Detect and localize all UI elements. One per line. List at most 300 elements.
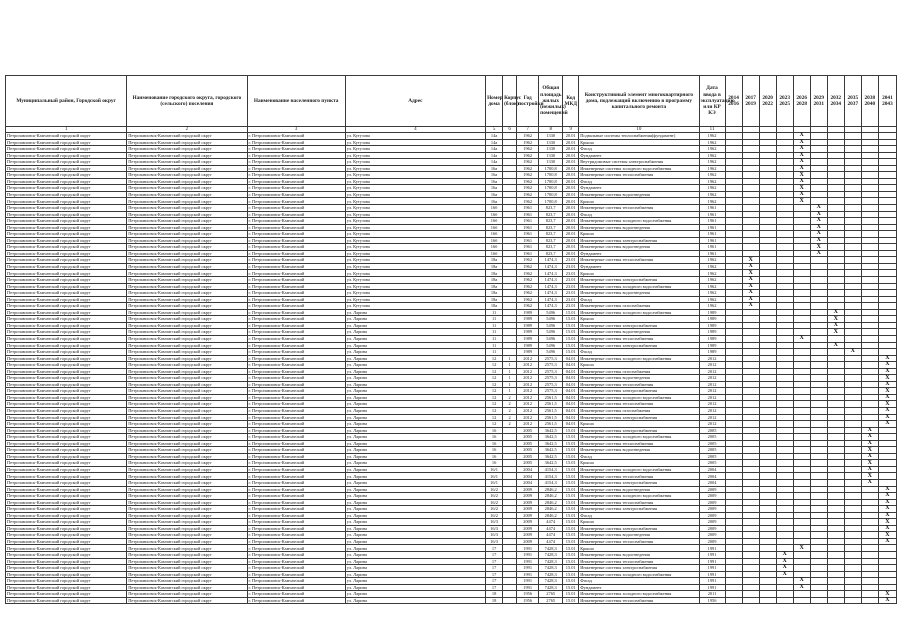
table-cell: 23.01 <box>563 303 579 310</box>
table-cell: 1962 <box>517 290 539 297</box>
table-cell: Петропавловск-Камчатский городской округ <box>127 421 247 428</box>
table-cell: Инженерные системы газоснабжения <box>579 368 699 375</box>
table-cell: 15.01 <box>563 565 579 572</box>
table-cell: 4154,3 <box>539 473 563 480</box>
period-mark-cell: X <box>742 270 759 277</box>
table-cell: 18 <box>486 597 503 604</box>
table-cell: Петропавловск-Камчатский городской округ <box>127 159 247 166</box>
period-mark-cell: X <box>742 257 759 264</box>
period-mark-cell: X <box>861 466 878 473</box>
table-cell: 1962 <box>517 270 539 277</box>
table-cell: 3642,5 <box>539 453 563 460</box>
table-cell: 4474 <box>539 525 563 532</box>
table-cell: 5496 <box>539 309 563 316</box>
table-cell: 18а <box>486 263 503 270</box>
table-cell: Петропавловск-Камчатский городской округ <box>6 303 127 310</box>
table-row <box>6 597 897 604</box>
column-header: Код МКД <box>563 76 579 127</box>
table-cell: 15.01 <box>563 552 579 559</box>
table-cell: г. Петропавловск-Камчатский <box>247 362 345 369</box>
table-cell: г. Петропавловск-Камчатский <box>247 231 345 238</box>
table-cell: Инженерные системы холодного водоснабжения <box>579 283 699 290</box>
table-cell: г. Петропавловск-Камчатский <box>247 532 345 539</box>
table-cell: Петропавловск-Камчатский городской округ <box>127 565 247 572</box>
period-mark-cell: X <box>878 519 896 526</box>
table-cell: Петропавловск-Камчатский городской округ <box>6 211 127 218</box>
period-mark-cell: X <box>793 133 810 140</box>
table-cell: Петропавловск-Камчатский городской округ <box>127 191 247 198</box>
table-cell: ул. Кутузова <box>345 146 485 153</box>
table-cell: Петропавловск-Камчатский городской округ <box>127 309 247 316</box>
table-cell: 15.01 <box>563 342 579 349</box>
period-mark-cell: X <box>793 584 810 591</box>
period-mark-cell: X <box>776 565 793 572</box>
table-cell: ул. Ларина <box>345 473 485 480</box>
table-cell: Петропавловск-Камчатский городской округ <box>6 244 127 251</box>
period-mark-cell: X <box>810 205 827 212</box>
table-cell: 15.01 <box>563 349 579 356</box>
table-cell: Петропавловск-Камчатский городской округ <box>127 460 247 467</box>
table-cell: 1962 <box>699 152 725 159</box>
table-cell: 15.01 <box>563 571 579 578</box>
table-cell: 11 <box>486 335 503 342</box>
table-cell: Инженерные системы водоотведения <box>579 486 699 493</box>
table-cell: 04.01 <box>563 414 579 421</box>
table-cell: г. Петропавловск-Камчатский <box>247 525 345 532</box>
table-cell: 2012 <box>699 414 725 421</box>
table-cell: Петропавловск-Камчатский городской округ <box>127 440 247 447</box>
table-cell: 2575,3 <box>539 355 563 362</box>
table-cell: 1962 <box>699 290 725 297</box>
table-cell: 2005 <box>699 447 725 454</box>
table-cell: 2009 <box>699 512 725 519</box>
table-cell: Петропавловск-Камчатский городской округ <box>6 578 127 585</box>
table-cell: 04.01 <box>563 368 579 375</box>
table-cell: 2005 <box>517 434 539 441</box>
table-cell: ул. Ларина <box>345 460 485 467</box>
table-cell: 12 <box>486 407 503 414</box>
table-cell: Петропавловск-Камчатский городской округ <box>127 335 247 342</box>
table-cell: 2 <box>503 407 517 414</box>
column-header: Муниципальный район, Городской округ <box>6 76 127 127</box>
table-cell: Фасад <box>579 178 699 185</box>
table-cell: 14а <box>486 159 503 166</box>
table-cell: Петропавловск-Камчатский городской округ <box>127 571 247 578</box>
table-cell: ул. Кутузова <box>345 211 485 218</box>
table-cell: 16/2 <box>486 499 503 506</box>
table-cell: Петропавловск-Камчатский городской округ <box>127 205 247 212</box>
column-header: 2014 2016 <box>725 76 742 127</box>
table-cell: 2765 <box>539 591 563 598</box>
table-cell: 1700,8 <box>539 198 563 205</box>
table-cell: Петропавловск-Камчатский городской округ <box>127 525 247 532</box>
table-cell: Петропавловск-Камчатский городской округ <box>127 486 247 493</box>
table-cell: Петропавловск-Камчатский городской округ <box>6 218 127 225</box>
table-cell: Инженерные системы водоотведения <box>579 329 699 336</box>
table-cell: 2012 <box>517 388 539 395</box>
table-cell: 1474,3 <box>539 257 563 264</box>
period-mark-cell <box>776 597 793 604</box>
table-cell: 7428,3 <box>539 571 563 578</box>
period-mark-cell: X <box>742 277 759 284</box>
table-cell: 2009 <box>699 525 725 532</box>
table-cell: 5496 <box>539 335 563 342</box>
table-cell: 12 <box>486 401 503 408</box>
table-cell: 7428,3 <box>539 545 563 552</box>
table-cell: 1 <box>503 355 517 362</box>
table-cell: 20.01 <box>563 172 579 179</box>
table-cell: г. Петропавловск-Камчатский <box>247 329 345 336</box>
table-cell: 1 <box>503 388 517 395</box>
table-cell: Крыша <box>579 421 699 428</box>
table-cell: ул. Ларина <box>345 394 485 401</box>
table-cell: 1962 <box>517 198 539 205</box>
table-cell: 5496 <box>539 322 563 329</box>
column-number: 6 <box>503 127 517 133</box>
period-mark-cell: X <box>861 473 878 480</box>
table-cell: 1962 <box>699 277 725 284</box>
table-cell: Петропавловск-Камчатский городской округ <box>6 139 127 146</box>
table-cell: г. Петропавловск-Камчатский <box>247 250 345 257</box>
table-cell: г. Петропавловск-Камчатский <box>247 224 345 231</box>
table-cell: 4154,3 <box>539 466 563 473</box>
period-mark-cell: X <box>793 152 810 159</box>
table-cell: 2561,5 <box>539 421 563 428</box>
table-cell: 20.01 <box>563 205 579 212</box>
table-cell: г. Петропавловск-Камчатский <box>247 198 345 205</box>
table-cell: 16 <box>486 447 503 454</box>
table-cell: ул. Ларина <box>345 316 485 323</box>
table-cell: 15.01 <box>563 532 579 539</box>
table-cell: Крыша <box>579 231 699 238</box>
table-cell: Петропавловск-Камчатский городской округ <box>6 322 127 329</box>
table-cell: 16б <box>486 224 503 231</box>
table-cell: 3642,5 <box>539 460 563 467</box>
table-cell: 1962 <box>517 191 539 198</box>
table-cell: 1989 <box>699 322 725 329</box>
table-cell: Петропавловск-Камчатский городской округ <box>6 532 127 539</box>
table-cell: 12 <box>486 362 503 369</box>
table-cell: Фасад <box>579 453 699 460</box>
table-cell: 3642,5 <box>539 440 563 447</box>
period-mark-cell <box>844 597 861 604</box>
table-cell: 2561,5 <box>539 414 563 421</box>
table-cell: 1989 <box>517 335 539 342</box>
table-cell: г. Петропавловск-Камчатский <box>247 218 345 225</box>
table-cell: Крыша <box>579 316 699 323</box>
table-cell: 04.01 <box>563 394 579 401</box>
table-cell: г. Петропавловск-Камчатский <box>247 584 345 591</box>
column-number: 2 <box>127 127 247 133</box>
table-cell: 14а <box>486 133 503 140</box>
table-cell: Петропавловск-Камчатский городской округ <box>127 447 247 454</box>
table-cell: 1962 <box>699 172 725 179</box>
period-mark-cell: X <box>810 237 827 244</box>
table-cell: 16а <box>486 178 503 185</box>
table-cell: Петропавловск-Камчатский городской округ <box>127 578 247 585</box>
period-mark-cell: X <box>878 375 896 382</box>
table-cell: 17 <box>486 565 503 572</box>
table-cell: 1962 <box>517 185 539 192</box>
table-cell: 1962 <box>517 257 539 264</box>
table-cell: г. Петропавловск-Камчатский <box>247 506 345 513</box>
table-cell: ул. Ларина <box>345 558 485 565</box>
table-cell: Петропавловск-Камчатский городской округ <box>6 591 127 598</box>
table-cell: 12 <box>486 368 503 375</box>
table-cell: 16/1 <box>486 466 503 473</box>
period-mark-cell: X <box>878 532 896 539</box>
table-cell: г. Петропавловск-Камчатский <box>247 519 345 526</box>
table-cell: 16/3 <box>486 519 503 526</box>
table-cell: 1989 <box>699 342 725 349</box>
table-cell: ул. Ларина <box>345 427 485 434</box>
table-cell: 5496 <box>539 342 563 349</box>
table-cell: Петропавловск-Камчатский городской округ <box>127 237 247 244</box>
column-header: 2029 2031 <box>810 76 827 127</box>
table-cell: г. Петропавловск-Камчатский <box>247 349 345 356</box>
table-cell: Петропавловск-Камчатский городской округ <box>127 499 247 506</box>
table-cell: ул. Ларина <box>345 440 485 447</box>
table-cell: 823,7 <box>539 211 563 218</box>
table-cell: 23.01 <box>563 263 579 270</box>
table-cell: 1989 <box>517 329 539 336</box>
table-cell: Петропавловск-Камчатский городской округ <box>6 355 127 362</box>
table-cell: Фасад <box>579 578 699 585</box>
table-cell: Крыша <box>579 545 699 552</box>
column-header: Корпус (блок) <box>503 76 517 127</box>
table-cell: 15.01 <box>563 473 579 480</box>
table-cell: 2009 <box>699 493 725 500</box>
period-mark-cell: X <box>861 434 878 441</box>
table-cell: Фундамент <box>579 584 699 591</box>
table-cell: Петропавловск-Камчатский городской округ <box>127 152 247 159</box>
table-cell: 7428,3 <box>539 552 563 559</box>
table-cell: ул. Ларина <box>345 532 485 539</box>
table-cell: ул. Кутузова <box>345 139 485 146</box>
table-cell: 1961 <box>517 244 539 251</box>
table-cell: 1330 <box>539 152 563 159</box>
table-cell: Фундамент <box>579 185 699 192</box>
table-cell: 20.01 <box>563 133 579 140</box>
table-cell: г. Петропавловск-Камчатский <box>247 493 345 500</box>
table-cell: г. Петропавловск-Камчатский <box>247 237 345 244</box>
table-cell: 1962 <box>517 303 539 310</box>
table-cell: ул. Ларина <box>345 368 485 375</box>
table-cell: 14а <box>486 146 503 153</box>
program-table <box>5 75 897 604</box>
table-cell: Инженерные системы теплоснабжения <box>579 172 699 179</box>
table-cell: 2009 <box>517 519 539 526</box>
period-mark-cell: X <box>861 427 878 434</box>
table-cell: 2009 <box>517 532 539 539</box>
table-cell: 2012 <box>517 362 539 369</box>
table-cell: 11 <box>486 316 503 323</box>
table-cell: 1 <box>503 368 517 375</box>
table-cell: ул. Ларина <box>345 381 485 388</box>
table-cell: 15.01 <box>563 591 579 598</box>
table-cell: ул. Ларина <box>345 407 485 414</box>
table-cell: 15.01 <box>563 479 579 486</box>
period-mark-cell: X <box>742 296 759 303</box>
table-cell: 20.01 <box>563 146 579 153</box>
period-mark-cell: X <box>793 198 810 205</box>
table-cell: г. Петропавловск-Камчатский <box>247 499 345 506</box>
table-cell: ул. Ларина <box>345 591 485 598</box>
table-cell: 18а <box>486 257 503 264</box>
table-cell: 1962 <box>699 198 725 205</box>
table-cell: 16/2 <box>486 493 503 500</box>
table-cell: ул. Ларина <box>345 362 485 369</box>
table-cell: ул. Кутузова <box>345 198 485 205</box>
table-cell: 1956 <box>699 597 725 604</box>
table-cell: 18а <box>486 303 503 310</box>
table-cell: Петропавловск-Камчатский городской округ <box>6 329 127 336</box>
table-cell: Петропавловск-Камчатский городской округ <box>127 355 247 362</box>
table-cell: 2575,3 <box>539 368 563 375</box>
period-mark-cell: X <box>793 146 810 153</box>
table-cell: Инженерные системы водоотведения <box>579 224 699 231</box>
table-cell: Петропавловск-Камчатский городской округ <box>6 309 127 316</box>
table-cell: 04.01 <box>563 421 579 428</box>
table-cell: Петропавловск-Камчатский городской округ <box>6 205 127 212</box>
table-cell: Петропавловск-Камчатский городской округ <box>6 565 127 572</box>
table-cell: г. Петропавловск-Камчатский <box>247 172 345 179</box>
table-cell: 20.01 <box>563 185 579 192</box>
table-cell: 823,7 <box>539 250 563 257</box>
table-cell: 1474,3 <box>539 290 563 297</box>
table-cell: 1991 <box>517 571 539 578</box>
table-cell: Петропавловск-Камчатский городской округ <box>6 512 127 519</box>
table-cell: 1 <box>503 381 517 388</box>
table-cell: ул. Ларина <box>345 349 485 356</box>
table-cell: 15.01 <box>563 440 579 447</box>
table-cell: 1961 <box>517 211 539 218</box>
table-cell: Петропавловск-Камчатский городской округ <box>6 453 127 460</box>
table-cell: 16/2 <box>486 512 503 519</box>
table-cell: Петропавловск-Камчатский городской округ <box>6 421 127 428</box>
table-cell: ул. Кутузова <box>345 270 485 277</box>
period-mark-cell: X <box>810 250 827 257</box>
table-cell: 2012 <box>517 407 539 414</box>
table-cell: Петропавловск-Камчатский городской округ <box>127 139 247 146</box>
table-cell: Петропавловск-Камчатский городской округ <box>127 434 247 441</box>
table-cell: ул. Ларина <box>345 571 485 578</box>
table-cell: 2575,3 <box>539 375 563 382</box>
table-cell: Петропавловск-Камчатский городской округ <box>127 270 247 277</box>
column-number: 7 <box>517 127 539 133</box>
table-cell: ул. Кутузова <box>345 185 485 192</box>
table-cell: 1991 <box>699 545 725 552</box>
table-cell: 2012 <box>699 368 725 375</box>
table-cell: 20.01 <box>563 250 579 257</box>
table-cell: 11 <box>486 342 503 349</box>
table-cell: 1700,8 <box>539 185 563 192</box>
table-cell: 20.01 <box>563 244 579 251</box>
table-cell: ул. Ларина <box>345 401 485 408</box>
column-header: 2017 2019 <box>742 76 759 127</box>
table-cell: 2009 <box>517 506 539 513</box>
table-cell: 2846,2 <box>539 493 563 500</box>
table-cell: 15.01 <box>563 538 579 545</box>
table-cell: 1961 <box>517 224 539 231</box>
table-cell: 1962 <box>699 303 725 310</box>
table-cell: г. Петропавловск-Камчатский <box>247 178 345 185</box>
table-cell: 15.01 <box>563 519 579 526</box>
table-cell: Инженерные системы холодного водоснабжения <box>579 218 699 225</box>
table-cell: 23.01 <box>563 257 579 264</box>
table-cell: 20.01 <box>563 191 579 198</box>
table-cell: 2012 <box>517 381 539 388</box>
table-cell: 823,7 <box>539 237 563 244</box>
table-cell: 2012 <box>517 401 539 408</box>
period-mark-cell: X <box>827 309 844 316</box>
table-cell: 17 <box>486 558 503 565</box>
table-cell: 823,7 <box>539 205 563 212</box>
table-cell: 1330 <box>539 139 563 146</box>
table-cell: 16а <box>486 191 503 198</box>
table-cell: Петропавловск-Камчатский городской округ <box>127 349 247 356</box>
table-cell: Инженерные системы электроснабжения <box>579 322 699 329</box>
period-mark-cell: X <box>827 322 844 329</box>
table-cell: Петропавловск-Камчатский городской округ <box>6 401 127 408</box>
table-cell: г. Петропавловск-Камчатский <box>247 558 345 565</box>
table-cell: г. Петропавловск-Камчатский <box>247 545 345 552</box>
table-cell: Фундамент <box>579 263 699 270</box>
column-number: 9 <box>563 127 579 133</box>
table-cell: 16/2 <box>486 486 503 493</box>
table-cell: Петропавловск-Камчатский городской округ <box>127 479 247 486</box>
table-cell: г. Петропавловск-Камчатский <box>247 244 345 251</box>
table-cell: 16б <box>486 244 503 251</box>
period-mark-cell <box>725 597 742 604</box>
table-cell: 1962 <box>699 159 725 166</box>
table-cell: 20.01 <box>563 198 579 205</box>
table-cell: Крыша <box>579 460 699 467</box>
table-cell: 2561,5 <box>539 394 563 401</box>
table-cell: Петропавловск-Камчатский городской округ <box>127 407 247 414</box>
table-cell: г. Петропавловск-Камчатский <box>247 578 345 585</box>
column-header: Номер дома <box>486 76 503 127</box>
table-cell: Петропавловск-Камчатский городской округ <box>127 316 247 323</box>
table-cell: 14а <box>486 139 503 146</box>
table-cell: 1 <box>503 362 517 369</box>
table-cell: Петропавловск-Камчатский городской округ <box>127 381 247 388</box>
period-mark-cell: X <box>793 545 810 552</box>
table-cell: 2004 <box>699 466 725 473</box>
table-cell: 16а <box>486 185 503 192</box>
table-cell: Петропавловск-Камчатский городской округ <box>127 329 247 336</box>
table-cell: Петропавловск-Камчатский городской округ <box>127 584 247 591</box>
table-cell: 15.01 <box>563 499 579 506</box>
table-cell: 2009 <box>699 506 725 513</box>
table-cell: ул. Ларина <box>345 322 485 329</box>
table-cell: 3642,5 <box>539 427 563 434</box>
table-cell: 2004 <box>699 473 725 480</box>
period-mark-cell <box>759 597 776 604</box>
table-cell: Фундамент <box>579 250 699 257</box>
table-cell: 1962 <box>517 146 539 153</box>
table-cell: Петропавловск-Камчатский городской округ <box>6 296 127 303</box>
column-header: 2023 2025 <box>776 76 793 127</box>
period-mark-cell: X <box>776 558 793 565</box>
table-cell: Петропавловск-Камчатский городской округ <box>127 277 247 284</box>
table-cell: 16 <box>486 453 503 460</box>
table-cell: Петропавловск-Камчатский городской округ <box>6 506 127 513</box>
table-cell: 16а <box>486 165 503 172</box>
table-cell: г. Петропавловск-Камчатский <box>247 447 345 454</box>
table-cell: 20.01 <box>563 139 579 146</box>
table-cell: г. Петропавловск-Камчатский <box>247 185 345 192</box>
